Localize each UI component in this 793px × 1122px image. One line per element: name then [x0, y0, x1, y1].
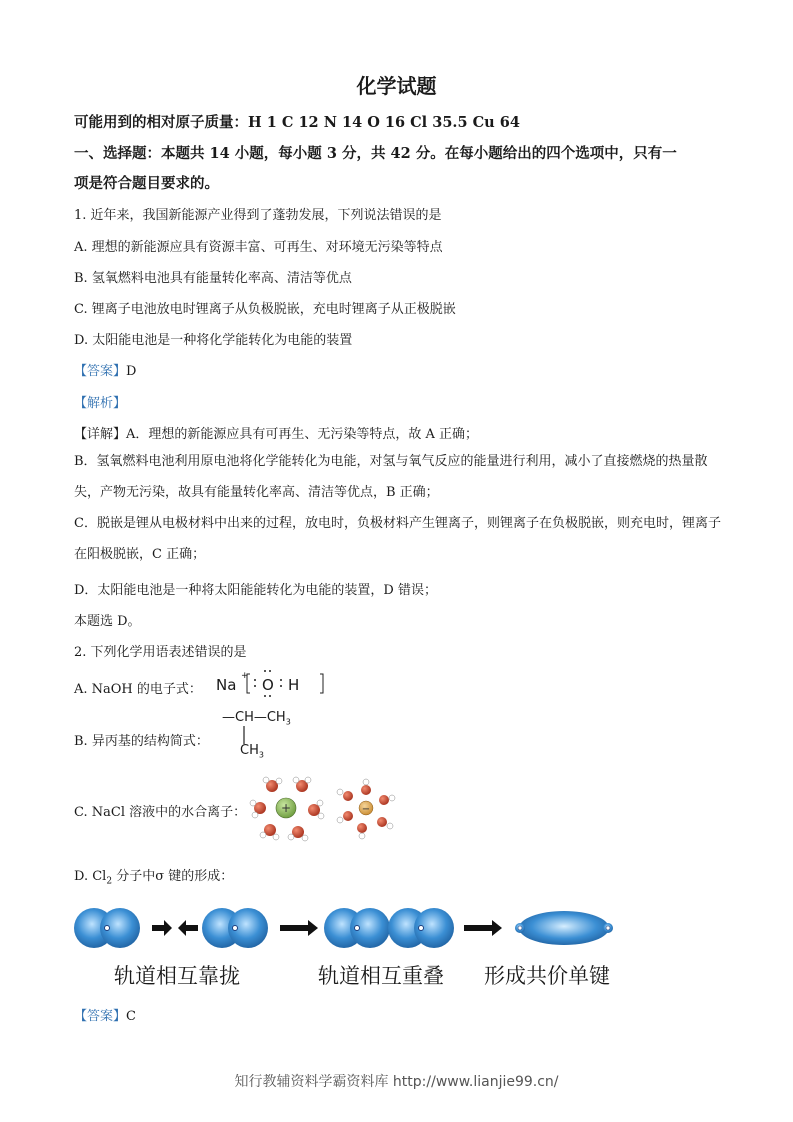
- answer-tag: 【答案】: [74, 1009, 127, 1024]
- isopropyl-chain-text: —CH—CH: [222, 710, 286, 725]
- caption-approach: 轨道相互靠拢: [114, 964, 240, 988]
- answer-tag: 【答案】: [74, 364, 127, 379]
- q1-detail-b: B．氢氧燃料电池利用原电池将化学能转化为电能，对氢与氧气反应的能量进行利用，减小了直接燃烧的热量散失，产物无污染，故具有能量转化率高、清洁等优点，B 正确；: [74, 454, 708, 500]
- formula-o: O: [262, 676, 274, 694]
- q1-option-a: A. 理想的新能源应具有资源丰富、可再生、对环境无污染等特点: [74, 240, 443, 255]
- q1-answer-line: [74, 360, 136, 379]
- covalent-bond: [515, 911, 613, 945]
- formula-h: H: [288, 676, 300, 694]
- q2-answer: C: [126, 1009, 136, 1024]
- arrow-right-icon: [280, 920, 318, 936]
- q1-conclusion: 本题选 D。: [74, 614, 141, 629]
- hydroxide-bracket-icon: [246, 668, 326, 698]
- detail-tag: 【详解】: [74, 427, 127, 442]
- q2-option-a-label: A. NaOH 的电子式：: [74, 682, 202, 697]
- svg-text:+: +: [280, 801, 292, 815]
- arrow-right-icon: [464, 920, 502, 936]
- orbital-overlap: [324, 908, 454, 948]
- q1-detail-a: A．理想的新能源应具有可再生、无污染等特点，故 A 正确；: [126, 427, 479, 442]
- option-d-prefix: D. Cl: [74, 869, 107, 884]
- footer-watermark: 知行教辅资料学霸资料库 http://www.lianjie99.cn/: [234, 1074, 559, 1090]
- q2-option-c-label: C. NaCl 溶液中的水合离子：: [74, 805, 247, 820]
- q2-option-b-label: B. 异丙基的结构简式：: [74, 734, 209, 749]
- isopropyl-methyl: [240, 743, 264, 760]
- isopropyl-chain: [222, 710, 291, 727]
- hydrated-cation: [250, 777, 324, 841]
- q1-option-b: B. 氢氧燃料电池具有能量转化率高、清洁等优点: [74, 271, 352, 286]
- caption-overlap: 轨道相互重叠: [318, 964, 444, 988]
- q1-option-d: D. 太阳能电池是一种将化学能转化为电能的装置: [74, 333, 353, 348]
- option-d-suffix: 分子中σ 键的形成：: [112, 869, 234, 884]
- option-d-subscript: 2: [106, 876, 113, 887]
- q1-detail-a-line: [74, 423, 478, 442]
- hydrated-anion: [337, 779, 395, 839]
- formula-na-charge: +: [241, 671, 249, 681]
- bond-line-icon: [242, 726, 246, 744]
- q2-answer-line: [74, 1005, 136, 1024]
- hydrated-ions-icon: [244, 770, 404, 842]
- isopropyl-chain-sub: 3: [285, 717, 291, 727]
- arrow-right-icon: [152, 920, 172, 936]
- q2-stem: 2. 下列化学用语表述错误的是: [74, 645, 247, 660]
- isopropyl-methyl-sub: 3: [258, 750, 264, 760]
- caption-bond: 形成共价单键: [484, 964, 610, 988]
- sigma-bond-diagram: [70, 898, 630, 964]
- section-heading-line1: 一、选择题：本题共 14 小题，每小题 3 分，共 42 分。在每小题给出的四个选项中，只有一: [74, 145, 677, 162]
- atomic-masses: 可能用到的相对原子质量：H 1 C 12 N 14 O 16 Cl 35.5 Cu 64: [74, 114, 520, 131]
- q1-analysis-tag: 【解析】: [74, 396, 127, 411]
- q1-option-c: C. 锂离子电池放电时锂离子从负极脱嵌，充电时锂离子从正极脱嵌: [74, 302, 456, 317]
- q1-answer: D: [126, 364, 137, 379]
- formula-na: Na: [216, 676, 237, 694]
- arrow-left-icon: [178, 920, 198, 936]
- q1-detail-d: D．太阳能电池是一种将太阳能能转化为电能的装置，D 错误；: [74, 583, 437, 598]
- svg-text:−: −: [361, 804, 371, 815]
- q1-stem: 1. 近年来，我国新能源产业得到了蓬勃发展，下列说法错误的是: [74, 208, 442, 223]
- isopropyl-methyl-text: CH: [240, 743, 259, 758]
- isopropyl-structure: [222, 706, 332, 761]
- q1-detail-c: C．脱嵌是锂从电极材料中出来的过程，放电时，负极材料产生锂离子，则锂离子在负极脱嵌，则充电时，锂离子在阳极脱嵌，C 正确；: [74, 516, 721, 562]
- q2-option-d-label: [74, 865, 233, 887]
- section-heading-line2: 项是符合题目要求的。: [74, 175, 219, 192]
- page-title: 化学试题: [356, 74, 437, 98]
